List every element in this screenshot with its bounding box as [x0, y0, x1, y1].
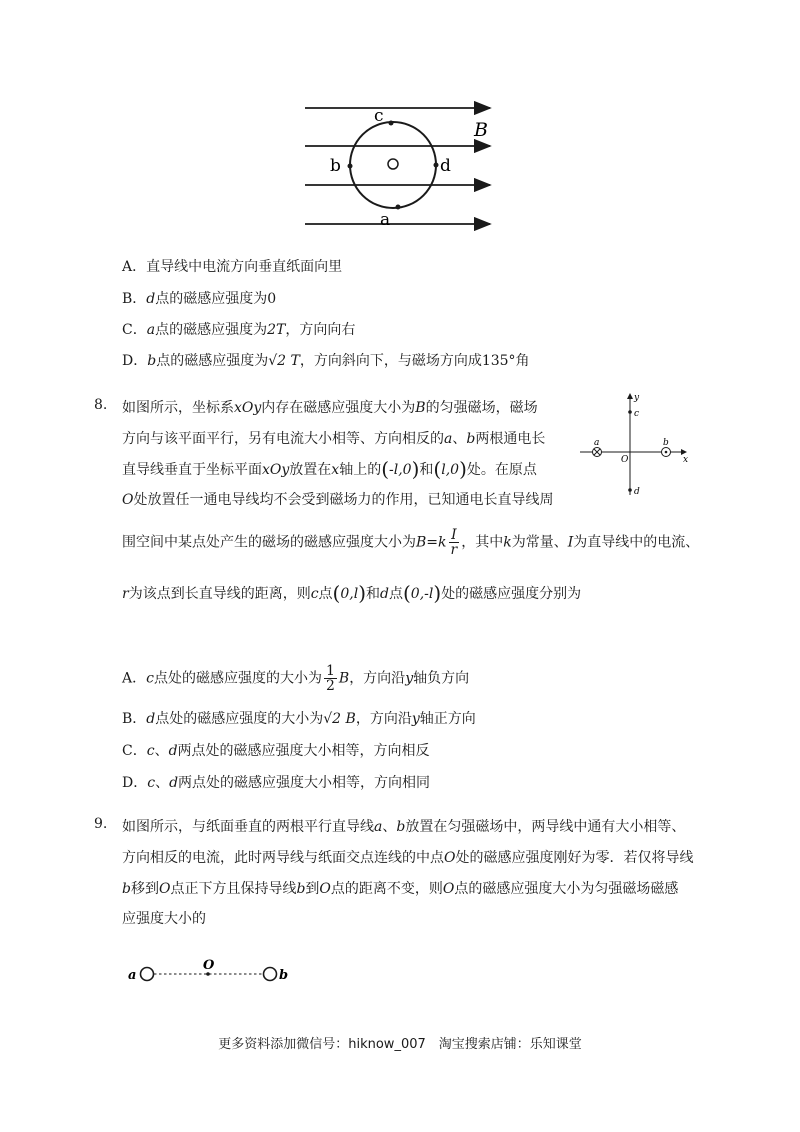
- q8-line-4: [122, 489, 553, 509]
- q8-l3-text-e: 处。在原点: [466, 462, 537, 478]
- q8-l1-text-c: 的匀强磁场，磁场: [425, 400, 538, 416]
- q9-l3-var-o: O: [158, 881, 171, 897]
- label-d: d: [440, 156, 451, 176]
- q8-formula-fraction: [449, 528, 460, 557]
- q8-option-b-text-b: ，方向沿: [355, 711, 412, 727]
- q8-l6-text-e: 处的磁感应强度分别为: [441, 586, 582, 602]
- q8-option-c-prefix: C．: [122, 743, 147, 759]
- q7-option-d-text: 点的磁感应强度为: [156, 353, 269, 369]
- label-c: c: [634, 409, 640, 419]
- q9-number: 9.: [94, 816, 108, 832]
- q7-option-c: [122, 319, 355, 339]
- label-field-b: B: [474, 119, 488, 141]
- q8-l4-text-a: 处放置任一通电导线均不会受到磁场力的作用，已知通电长直导线周: [133, 492, 554, 508]
- q9-line-2: [122, 847, 693, 867]
- q8-option-a-text-b: ，方向沿: [349, 670, 406, 687]
- q9-l2-text-a: 方向相反的电流，此时两导线与纸面交点连线的中点: [122, 850, 444, 866]
- q8-line-6: [122, 581, 581, 605]
- q8-option-d-var-d: d: [169, 775, 179, 791]
- q8-option-a-var: c: [146, 670, 154, 687]
- q8-option-a-prefix: A．: [122, 670, 147, 687]
- q8-line-3: [122, 457, 537, 481]
- q8-formula-lhs: B=k: [416, 534, 447, 551]
- q8-l3-text-c: 轴上的: [339, 462, 382, 478]
- q9-l4-text-a: 应强度大小的: [122, 911, 206, 927]
- q8-l3-rparen-2: ): [459, 457, 467, 481]
- q8-l3-text-d: 和: [419, 462, 434, 478]
- q8-l2-text-c: 两根通电长: [475, 431, 546, 447]
- q8-l1-var-b: B: [415, 400, 426, 416]
- q8-option-b-var: d: [146, 711, 156, 727]
- center-wire: [388, 159, 398, 169]
- label-a: a: [128, 968, 137, 983]
- q7-option-d-value: √2 T: [268, 353, 300, 369]
- q8-l2-var-b: b: [466, 431, 476, 447]
- q7-option-c-var: a: [146, 322, 156, 338]
- q8-line-2: [122, 428, 545, 448]
- label-a: a: [594, 438, 600, 448]
- label-o: O: [621, 455, 629, 465]
- q8-l3-coord-2: l,0: [441, 462, 460, 478]
- q8-l2-text-a: 方向与该平面平行，另有电流大小相等、方向相反的: [122, 431, 444, 447]
- q9-l3-var-b: b: [122, 881, 131, 897]
- q9-l1-text-a: 如图所示，与纸面垂直的两根平行直导线: [122, 819, 374, 835]
- q7-option-c-direction: ，方向向右: [285, 322, 356, 338]
- q8-option-c-sep: 、: [154, 743, 169, 759]
- q7-option-a: [122, 256, 342, 276]
- q8-formula-denominator: r: [450, 542, 458, 558]
- q8-option-d-prefix: D．: [122, 775, 148, 791]
- q8-option-c: [122, 740, 430, 760]
- q9-l1-var-a: a: [374, 819, 383, 835]
- point-d-dot: [628, 488, 632, 492]
- q9-line-4: [122, 908, 206, 928]
- point-a-dot: [396, 205, 401, 210]
- q7-option-d: [122, 350, 530, 370]
- q8-l6-text-a: 为该点到长直导线的距离，则: [128, 586, 311, 602]
- q8-l3-text-b: 放置在: [289, 462, 332, 478]
- label-o: O: [203, 958, 215, 973]
- q8-l6-rparen-2: ): [433, 581, 442, 605]
- q8-l5-text-c: 为常量、: [511, 534, 568, 551]
- q9-l2-var-o: O: [444, 850, 456, 866]
- q7-option-d-prefix: D．: [122, 353, 148, 369]
- label-c: c: [374, 106, 384, 126]
- circle-path: [350, 122, 436, 208]
- figure-coordinate-system: [578, 388, 698, 498]
- q8-option-a: [122, 664, 469, 693]
- q8-option-c-var-d: d: [168, 743, 178, 759]
- q7-option-d-var: b: [147, 353, 157, 369]
- q8-l3-var-x: x: [331, 462, 340, 478]
- label-b: b: [663, 438, 669, 448]
- q8-l6-text-b: 点: [318, 586, 333, 602]
- q8-option-d: [122, 772, 430, 792]
- label-b: b: [330, 156, 341, 176]
- q9-l1-text-c: 放置在匀强磁场中，两导线中通有大小相等、: [405, 819, 686, 835]
- q8-l2-text-b: 、: [452, 431, 467, 447]
- q9-l3-text-c: 到: [305, 881, 320, 897]
- figure-two-wires: [124, 955, 294, 987]
- q7-option-a-text: A．直导线中电流方向垂直纸面向里: [122, 259, 343, 275]
- q8-l5-var-i: I: [567, 534, 574, 551]
- q7-option-b-prefix: B．: [122, 291, 147, 307]
- q8-l6-text-d: 点: [388, 586, 403, 602]
- q8-l6-rparen-1: ): [358, 581, 367, 605]
- q8-l6-var-r: r: [122, 586, 129, 602]
- q9-l3-text-b: 点正下方且保持导线: [170, 881, 297, 897]
- q8-option-a-var-y: y: [405, 670, 414, 687]
- q9-l3-text-e: 点的磁感应强度大小为匀强磁场磁感: [454, 881, 679, 897]
- q9-line-3: [122, 878, 678, 898]
- q7-option-b: [122, 288, 276, 308]
- q8-l1-var-xoy: xOy: [234, 400, 262, 416]
- q9-l3-var-o2: O: [319, 881, 331, 897]
- figure-circle-field: [300, 95, 500, 235]
- q8-l4-var-o: O: [122, 492, 134, 508]
- q8-line-5: [122, 528, 699, 557]
- q9-l3-text-d: 点的距离不变，则: [330, 881, 443, 897]
- q7-option-c-text: 点的磁感应强度为: [155, 322, 268, 338]
- q8-option-d-var-c: c: [147, 775, 156, 791]
- q8-l6-lparen-1: (: [332, 581, 341, 605]
- q8-l3-rparen-1: ): [411, 457, 420, 481]
- q8-option-d-text: 两点处的磁感应强度大小相等，方向相同: [178, 775, 431, 791]
- q8-option-c-text: 两点处的磁感应强度大小相等，方向相反: [177, 743, 430, 759]
- point-c-dot: [389, 121, 394, 126]
- q8-l3-coord-1: -l,0: [389, 462, 412, 478]
- q8-option-b-var-y: y: [411, 711, 420, 727]
- q8-option-b-prefix: B．: [122, 711, 147, 727]
- label-x: x: [683, 455, 689, 465]
- q8-option-c-var-c: c: [146, 743, 155, 759]
- q9-l3-var-o3: O: [442, 881, 455, 897]
- q8-l6-var-c: c: [310, 586, 319, 602]
- wire-b-circle: [264, 968, 277, 981]
- q8-l1-text-b: 内存在磁感应强度大小为: [261, 400, 416, 416]
- point-c-dot: [628, 410, 632, 414]
- q9-l3-text-a: 移到: [130, 881, 159, 897]
- wire-a-into-page-icon: [593, 448, 602, 457]
- q9-l1-var-b: b: [396, 819, 406, 835]
- q8-number: 8.: [94, 397, 108, 413]
- q8-option-b-value: √2 B: [323, 711, 356, 727]
- q8-option-a-value: B: [338, 670, 350, 687]
- q8-option-a-numerator: 1: [325, 663, 335, 679]
- q8-l1-text-a: 如图所示，坐标系: [122, 400, 234, 416]
- wire-a-circle: [141, 968, 154, 981]
- wire-b-out-of-page-icon: [662, 448, 671, 457]
- q8-l5-text-d: 为直导线中的电流、: [573, 534, 700, 551]
- q7-option-b-text: 点的磁感应强度为0: [155, 291, 277, 307]
- footer-ad: 更多资料添加微信号：hiknow_007 淘宝搜索店铺：乐知课堂: [218, 1037, 582, 1052]
- q7-option-c-value: 2T: [267, 322, 286, 338]
- q8-l5-var-k: k: [503, 534, 512, 551]
- q8-l3-text-a: 直导线垂直于坐标平面: [122, 462, 262, 478]
- q8-l3-var-xoy: xOy: [262, 462, 290, 478]
- q8-l2-var-a: a: [444, 431, 453, 447]
- q8-formula-numerator: I: [451, 527, 457, 543]
- q9-l3-var-b2: b: [296, 881, 306, 897]
- point-b-dot: [348, 164, 353, 169]
- q8-option-a-fraction: [324, 664, 337, 693]
- q9-line-1: [122, 816, 685, 836]
- q8-l6-lparen-2: (: [402, 581, 411, 605]
- q8-option-a-text: 点处的磁感应强度的大小为: [153, 670, 322, 687]
- q8-line-1: [122, 397, 538, 417]
- q7-option-d-direction: ，方向斜向下，与磁场方向成135°角: [299, 353, 530, 369]
- q8-l6-var-d: d: [380, 586, 389, 602]
- q8-l6-text-c: 和: [366, 586, 381, 602]
- label-y: y: [634, 393, 640, 403]
- q8-l3-lparen-2: (: [433, 457, 442, 481]
- point-d-dot: [434, 163, 439, 168]
- q8-l3-lparen-1: (: [381, 457, 390, 481]
- q8-option-d-sep: 、: [155, 775, 170, 791]
- q8-option-b-text: 点处的磁感应强度的大小为: [155, 711, 324, 727]
- q8-option-a-direction: 轴负方向: [413, 670, 470, 687]
- label-b: b: [279, 968, 289, 983]
- q9-l2-text-b: 处的磁感应强度刚好为零．若仅将导线: [455, 850, 694, 866]
- q8-l6-coord-1: 0,l: [340, 586, 359, 602]
- label-d: d: [634, 487, 640, 497]
- q7-option-c-prefix: C．: [122, 322, 147, 338]
- q8-option-b-direction: 轴正方向: [419, 711, 476, 727]
- q8-l6-coord-2: 0,-l: [410, 586, 434, 602]
- q7-option-b-var: d: [146, 291, 156, 307]
- q8-option-a-denominator: 2: [325, 678, 335, 694]
- q8-l5-text-b: ，其中: [461, 534, 504, 551]
- q8-option-b: [122, 708, 476, 728]
- q8-l5-text-a: 围空间中某点处产生的磁场的磁感应强度大小为: [122, 534, 416, 551]
- label-a: a: [380, 210, 391, 230]
- q9-l1-text-b: 、: [382, 819, 397, 835]
